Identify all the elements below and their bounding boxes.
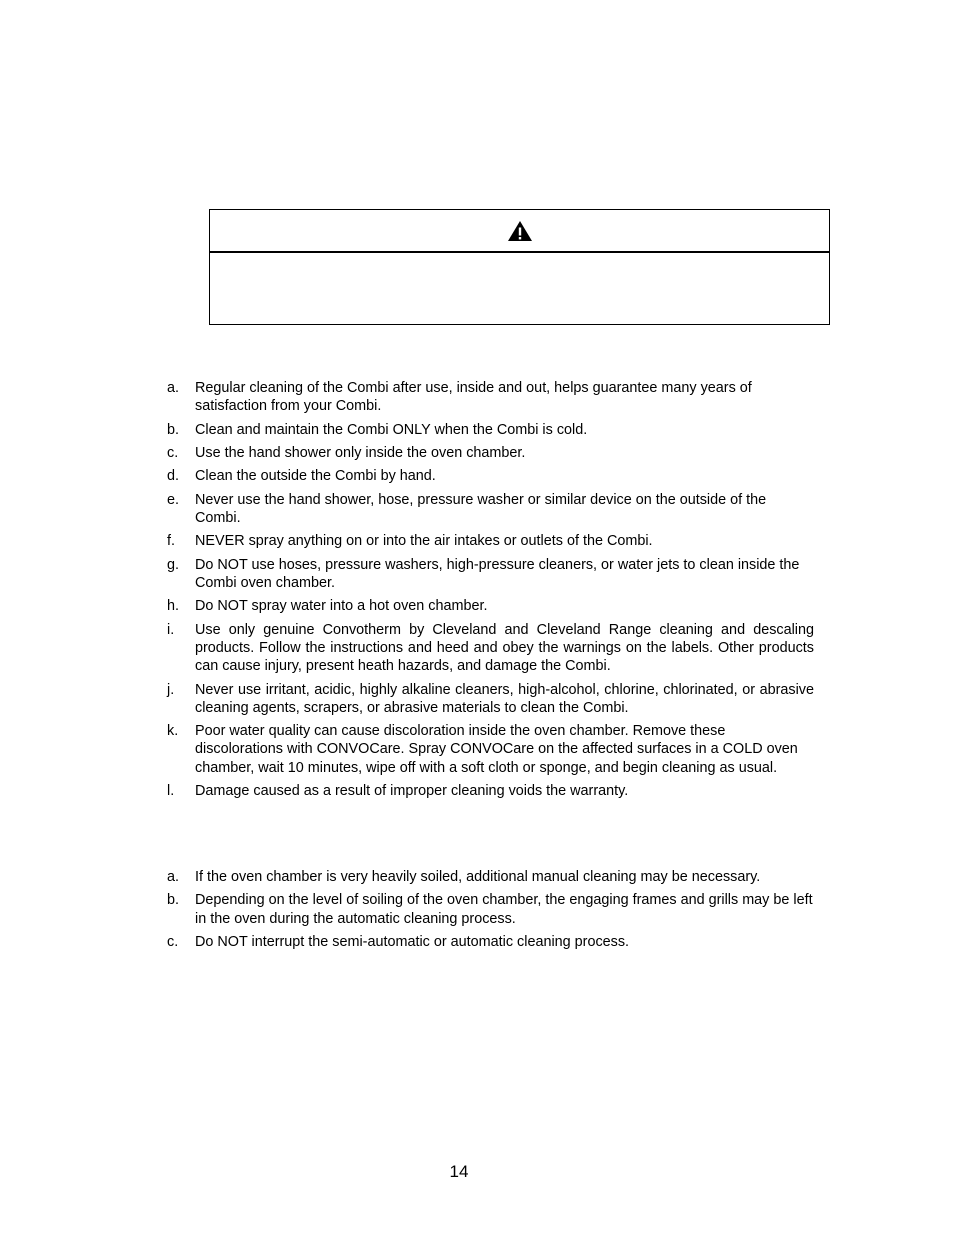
list-item-text: NEVER spray anything on or into the air intakes or outlets of the Combi. (195, 533, 653, 550)
list-item (167, 491, 814, 527)
page-number: 14 (449, 1162, 469, 1181)
list-marker: h. (167, 598, 180, 615)
list-item (167, 722, 814, 777)
list-item-text: Damage caused as a result of improper cleaning voids the warranty. (195, 782, 629, 799)
list-item-text: Use only genuine Convotherm by Cleveland and Cleveland Range cleaning and descaling products. Follow the instructions and heed and obey the warnings on the labels. Other products can cause injury, present heath hazards, and damage the Combi. (195, 621, 814, 675)
list-item (167, 681, 814, 717)
warning-header (210, 210, 829, 253)
list-item (167, 532, 814, 550)
list-item-text: Regular cleaning of the Combi after use, inside and out, helps guarantee many years of satisfaction from your Combi. (195, 380, 752, 415)
automatic-cleaning-rules-list (167, 868, 814, 956)
list-item (167, 379, 814, 415)
list-marker: g. (167, 556, 180, 573)
list-item-text: Depending on the level of soiling of the oven chamber, the engaging frames and grills may be left in the oven during the automatic cleaning process. (195, 892, 813, 927)
list-marker: e. (167, 491, 180, 508)
list-item-text: Poor water quality can cause discoloration inside the oven chamber. Remove these discolorations with CONVOCare. Spray CONVOCare on the affected surfaces in a COLD oven chamber, wait 10 minutes, wipe off with a soft cloth or sponge, and begin cleaning as usual. (195, 723, 798, 776)
list-item-text: Clean and maintain the Combi ONLY when the Combi is cold. (195, 421, 588, 438)
warning-box (209, 209, 830, 325)
list-marker: a. (167, 380, 180, 396)
list-item (167, 444, 814, 462)
list-marker: i. (167, 621, 175, 638)
list-item (167, 467, 814, 485)
list-item-text: Do NOT spray water into a hot oven chamber. (195, 598, 488, 615)
list-item-text: Do NOT use hoses, pressure washers, high-pressure cleaners, or water jets to clean inside the Combi oven chamber. (195, 556, 800, 591)
list-item (167, 621, 814, 676)
list-item-text: Never use irritant, acidic, highly alkaline cleaners, high-alcohol, chlorine, chlorinated, or abrasive cleaning agents, scrapers, or abrasive materials to clean the Combi. (195, 681, 814, 716)
list-marker: k. (167, 723, 179, 740)
list-item (167, 933, 814, 951)
list-item (167, 556, 814, 592)
warning-triangle-icon (507, 220, 533, 242)
list-item-text: Clean the outside the Combi by hand. (195, 468, 436, 485)
list-item (167, 421, 814, 439)
list-marker: f. (167, 533, 175, 550)
list-item-text: Use the hand shower only inside the oven chamber. (195, 444, 526, 461)
list-marker: l. (167, 782, 175, 799)
list-marker: b. (167, 421, 180, 438)
list-item (167, 891, 814, 927)
list-item (167, 868, 814, 886)
list-item-text: Do NOT interrupt the semi-automatic or automatic cleaning process. (195, 933, 630, 950)
list-marker: a. (167, 869, 180, 885)
list-item (167, 597, 814, 615)
list-marker: c. (167, 933, 179, 950)
list-marker: c. (167, 444, 179, 461)
warning-body (210, 253, 829, 326)
list-item (167, 782, 814, 800)
cleaning-rules-list (167, 379, 814, 805)
list-item-text: If the oven chamber is very heavily soiled, additional manual cleaning may be necessary. (195, 869, 761, 885)
list-marker: b. (167, 892, 180, 909)
list-marker: d. (167, 468, 180, 485)
list-item-text: Never use the hand shower, hose, pressure washer or similar device on the outside of the Combi. (195, 491, 767, 526)
list-marker: j. (167, 681, 175, 698)
